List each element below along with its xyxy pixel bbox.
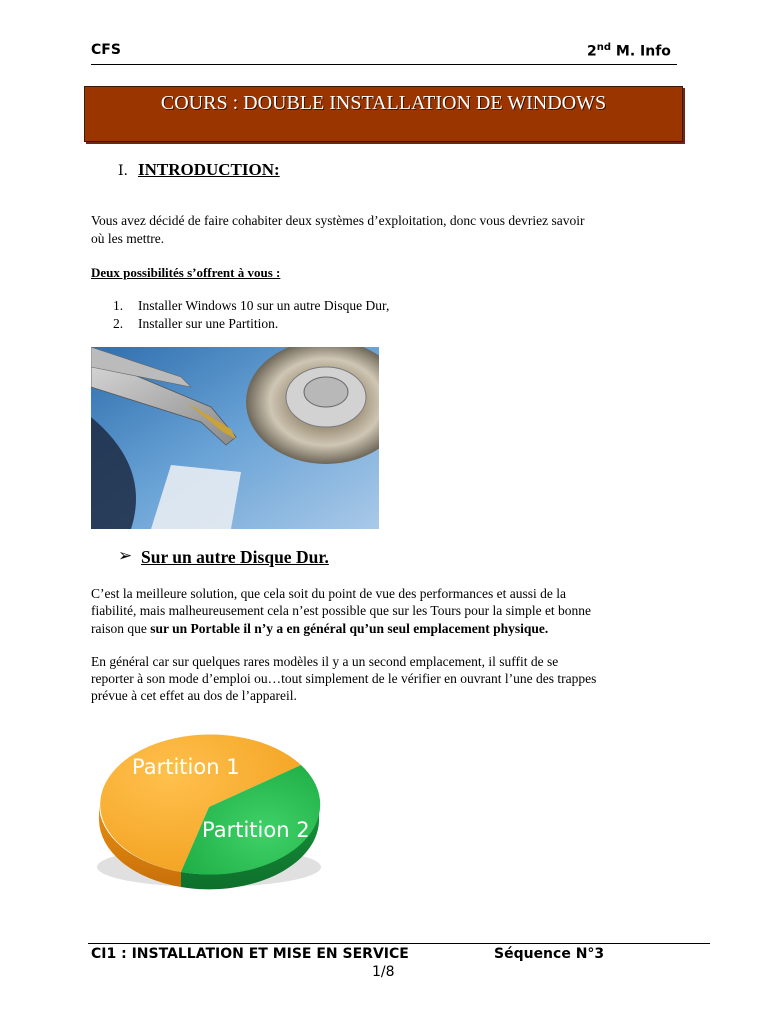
list-item-1: Installer Windows 10 sur un autre Disque Dur,: [138, 298, 390, 313]
section-heading-introduction: INTRODUCTION:: [138, 160, 280, 179]
page-number: 1/8: [372, 964, 395, 980]
title-banner: [84, 86, 683, 142]
header-right-number: 2: [587, 43, 597, 60]
intro-line-1: Vous avez décidé de faire cohabiter deux systèmes d’exploitation, donc vous devriez savoir: [91, 213, 585, 228]
para1-bold-text: sur un Portable il n’y a en général qu’un seul emplacement physique.: [150, 621, 549, 636]
header-right-sup: nd: [596, 42, 612, 53]
header-right: [587, 42, 671, 60]
pie-label-partition-1: Partition 1: [132, 755, 240, 779]
partition-pie-image: [96, 727, 326, 892]
para1-line-2: fiabilité, mais malheureusement cela n’est possible que sur les Tours pour la simple et bonne: [91, 603, 592, 618]
options-subheading: Deux possibilités s’offrent à vous :: [91, 265, 281, 280]
header-left: CFS: [91, 42, 121, 58]
footer-right: Séquence N°3: [494, 946, 605, 962]
intro-line-2: où les mettre.: [91, 231, 165, 246]
hard-disk-image: [91, 347, 379, 529]
para1-line-1: C’est la meilleure solution, que cela soit du point de vue des performances et aussi de la: [91, 586, 566, 601]
footer-rule: [88, 943, 710, 944]
para2-line-2: reporter à son mode d’emploi ou…tout simplement de le vérifier en ouvrant l’une des trappes: [91, 671, 597, 686]
section-numeral: I.: [118, 163, 128, 179]
list-number-1: 1.: [113, 298, 124, 313]
footer-left: CI1 : INSTALLATION ET MISE EN SERVICE: [91, 946, 409, 962]
arrow-bullet-icon: ➢: [118, 546, 133, 565]
pie-label-partition-2: Partition 2: [202, 818, 310, 842]
para2-line-1: En général car sur quelques rares modèles il y a un second emplacement, il suffit de se: [91, 654, 559, 669]
para2-line-3: prévue à cet effet au dos de l’appareil.: [91, 688, 297, 703]
list-item-2: Installer sur une Partition.: [138, 316, 279, 331]
section-heading-autre-disque: Sur un autre Disque Dur.: [141, 547, 329, 567]
page-title: COURS : DOUBLE INSTALLATION DE WINDOWS: [160, 92, 607, 114]
para1-line-3-start: raison que: [91, 621, 151, 636]
list-number-2: 2.: [113, 316, 124, 331]
header-right-text: M. Info: [611, 43, 671, 60]
para1-line-3: [91, 620, 548, 637]
header-rule: [91, 64, 677, 65]
